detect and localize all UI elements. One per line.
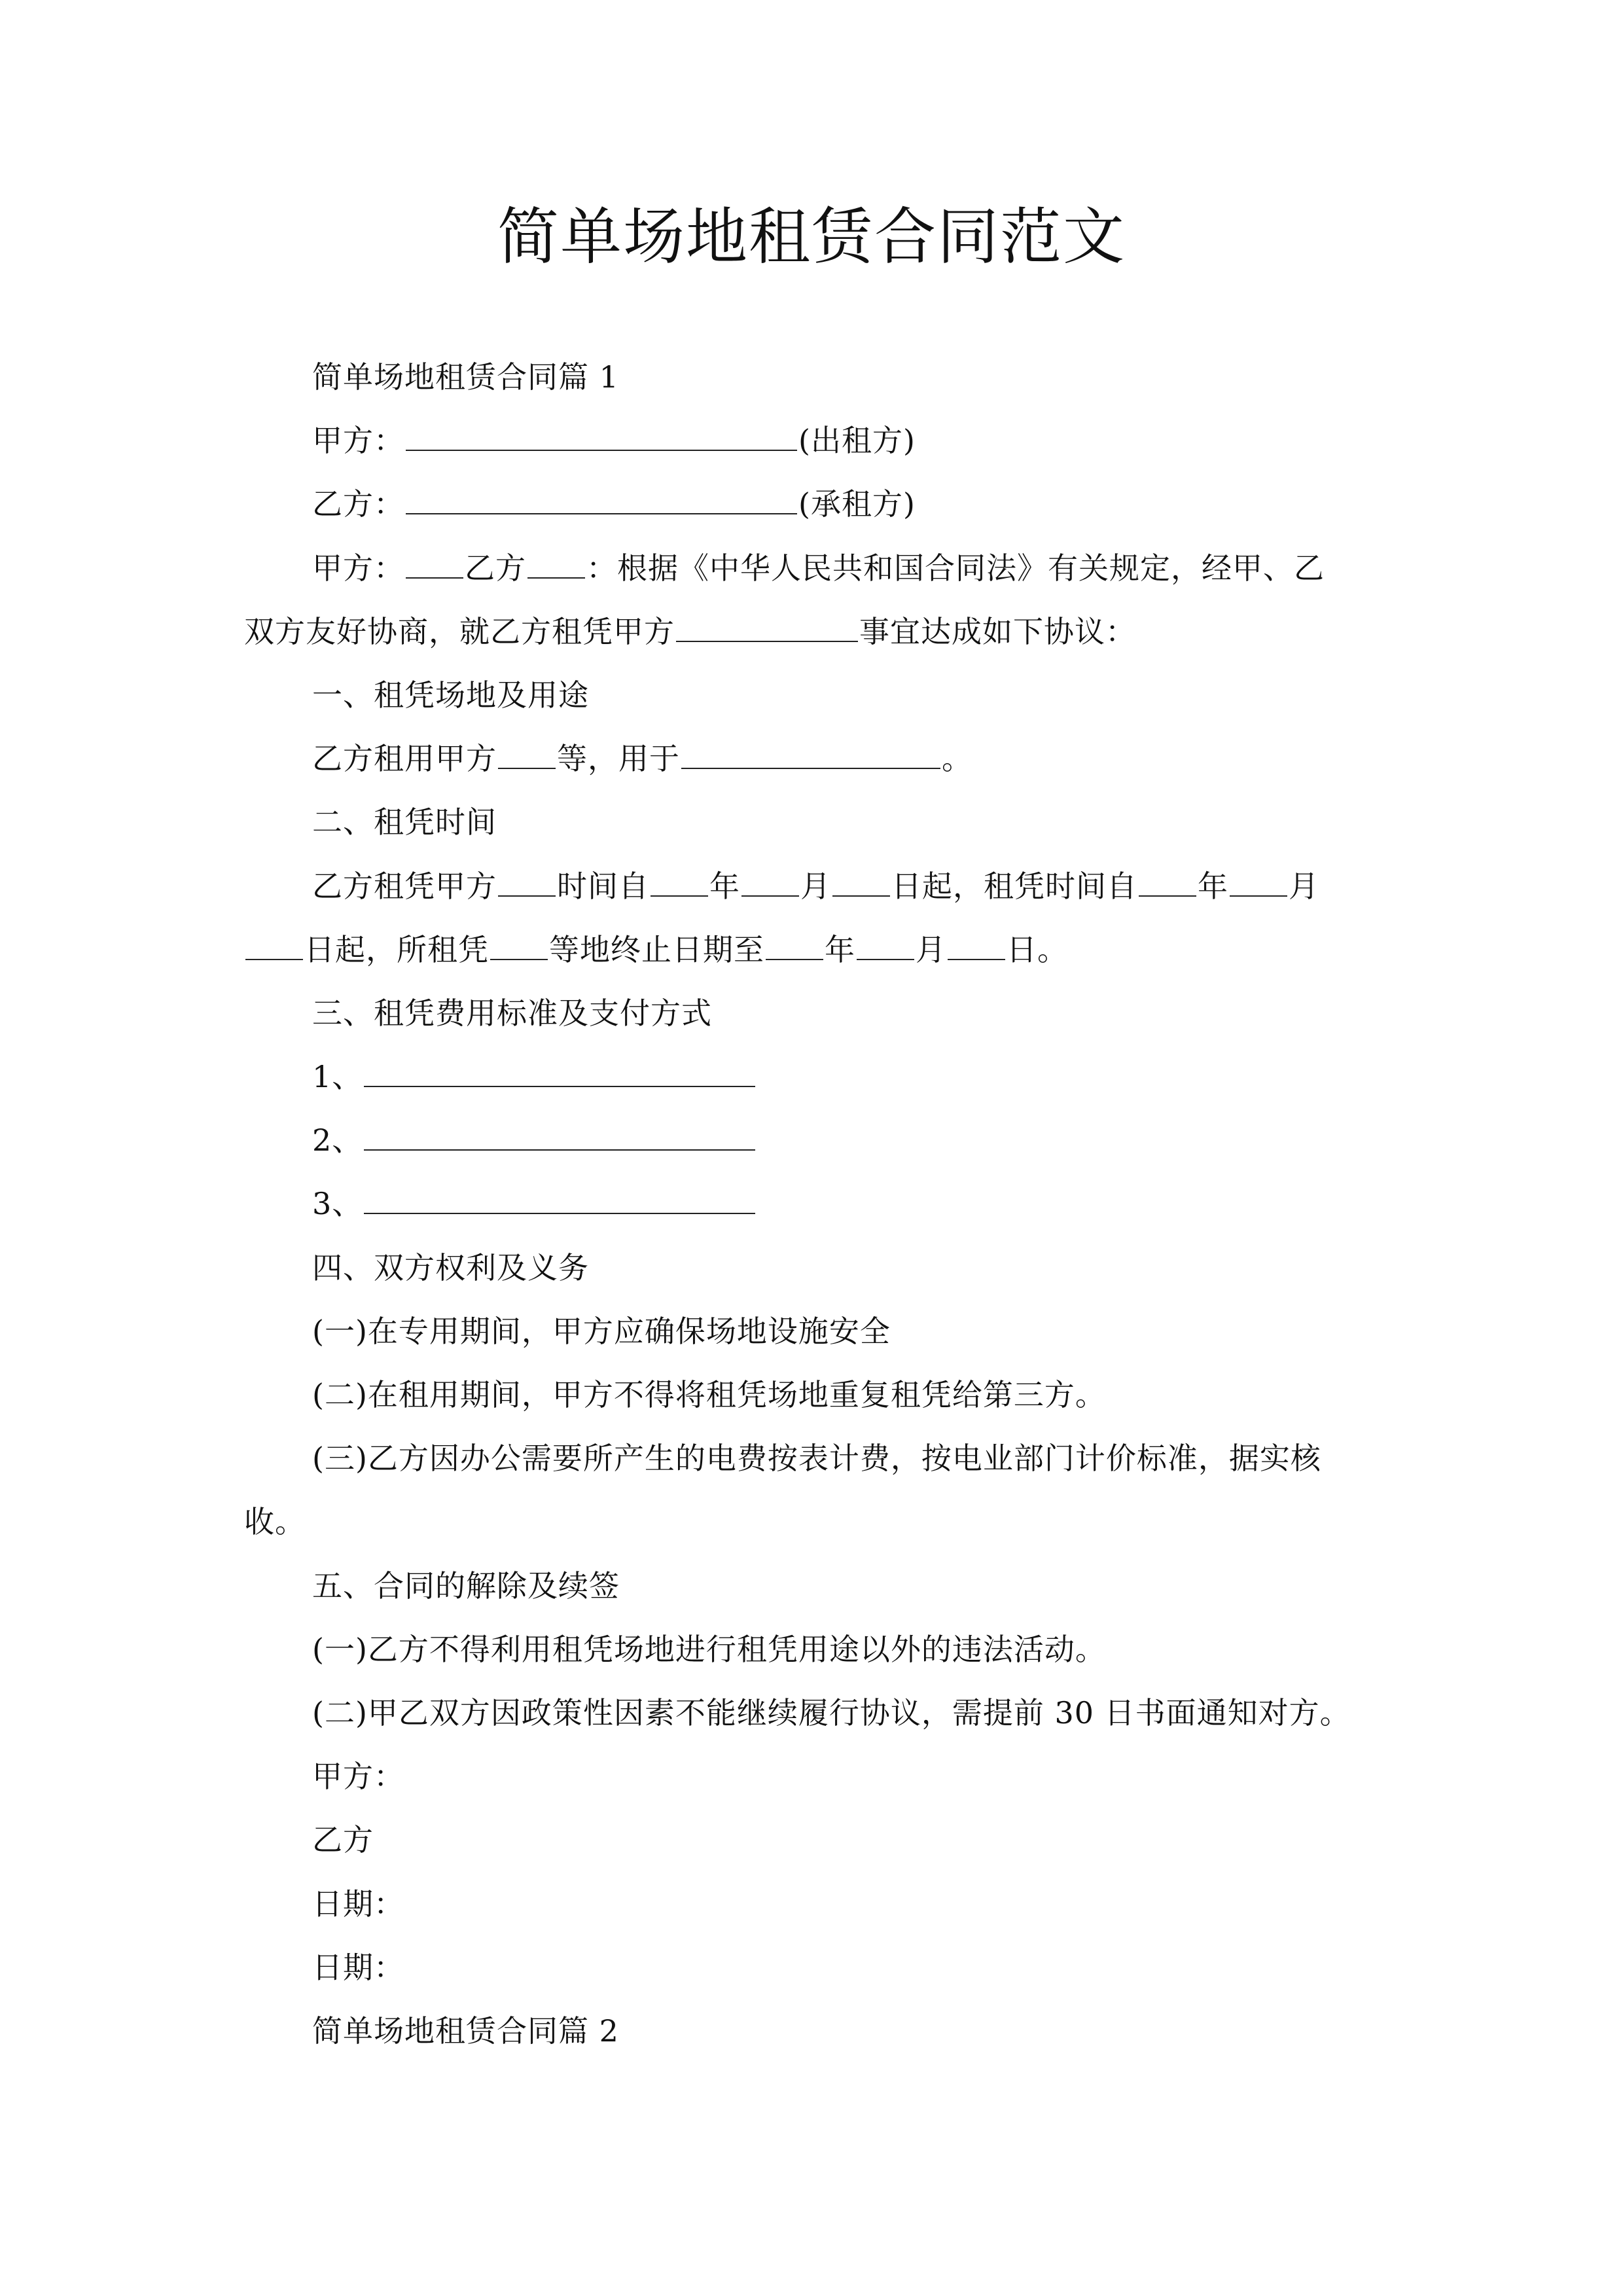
clause2-blank-5[interactable] — [1139, 861, 1196, 897]
clause2-l1-g: 月 — [1289, 868, 1319, 904]
clause1-text-c: 。 — [942, 741, 972, 777]
clause3-item-1-blank[interactable] — [364, 1052, 755, 1087]
signature-date-b: 日期： — [312, 1949, 404, 1985]
clause2-heading: 二、租凭时间 — [312, 804, 497, 840]
clause2-l2-d: 月 — [916, 931, 946, 967]
preamble-blank-1[interactable] — [406, 543, 463, 579]
party-a-blank[interactable] — [406, 416, 797, 451]
clause4-item-1: (一)在专用期间，甲方应确保场地设施安全 — [312, 1313, 891, 1349]
clause2-blank-8[interactable] — [490, 925, 548, 960]
preamble-e: 事宜达成如下协议： — [859, 613, 1136, 649]
clause2-blank-4[interactable] — [832, 861, 890, 897]
clause4-item-2: (二)在租用期间，甲方不得将租凭场地重复租凭给第三方。 — [312, 1377, 1106, 1412]
party-b-blank[interactable] — [406, 479, 797, 514]
clause1-blank-2[interactable] — [681, 734, 940, 769]
section1-heading: 简单场地租赁合同篇 1 — [312, 359, 619, 395]
clause3-item-2-blank[interactable] — [364, 1115, 755, 1151]
preamble-line-1 — [244, 537, 1416, 600]
signature-date-a: 日期： — [312, 1886, 404, 1922]
document-title: 简单场地租赁合同范文 — [497, 202, 1126, 273]
preamble-d: 双方友好协商，就乙方租凭甲方 — [244, 613, 675, 649]
clause2-blank-9[interactable] — [766, 925, 823, 960]
preamble-blank-3[interactable] — [676, 607, 858, 642]
clause2-blank-6[interactable] — [1230, 861, 1287, 897]
clause3-heading: 三、租凭费用标准及支付方式 — [312, 995, 712, 1031]
clause2-l2-e: 日。 — [1007, 931, 1068, 967]
clause5-item-1: (一)乙方不得利用租凭场地进行租凭用途以外的违法活动。 — [312, 1631, 1106, 1667]
clause2-blank-11[interactable] — [948, 925, 1005, 960]
party-a-line — [244, 409, 1416, 473]
clause3-item-3 — [244, 1172, 1416, 1236]
clause2-l1-f: 年 — [1198, 868, 1228, 904]
clause1-text — [244, 727, 1416, 791]
party-a-label: 甲方： — [312, 423, 404, 459]
clause2-l1-d: 月 — [800, 868, 831, 904]
section2-heading: 简单场地租赁合同篇 2 — [312, 2013, 619, 2049]
preamble-c: ：根据《中华人民共和国合同法》有关规定，经甲、乙 — [586, 550, 1325, 586]
document-body — [244, 346, 1416, 2063]
clause2-l1-e: 日起，租凭时间自 — [891, 868, 1137, 904]
clause2-l1-c: 年 — [709, 868, 740, 904]
clause2-line-1 — [244, 855, 1416, 918]
signature-party-b: 乙方 — [312, 1822, 374, 1858]
clause2-blank-7[interactable] — [245, 925, 303, 960]
clause5-item-2: (二)甲乙双方因政策性因素不能继续履行协议，需提前 30 日书面通知对方。 — [312, 1695, 1351, 1731]
clause2-l2-b: 等地终止日期至 — [549, 931, 764, 967]
clause2-blank-3[interactable] — [741, 861, 799, 897]
clause3-item-1-number: 1、 — [312, 1059, 363, 1095]
clause1-text-b: 等，用于 — [557, 741, 680, 777]
clause2-blank-10[interactable] — [857, 925, 914, 960]
clause2-l2-a: 日起，所租凭 — [304, 931, 489, 967]
clause1-heading: 一、租凭场地及用途 — [312, 677, 589, 713]
clause3-item-2-number: 2、 — [312, 1122, 363, 1158]
clause2-blank-2[interactable] — [651, 861, 708, 897]
preamble-line-2 — [244, 600, 1416, 664]
clause4-item-3-line-1: (三)乙方因办公需要所产生的电费按表计费，按电业部门计价标准，据实核 — [312, 1441, 1321, 1477]
clause2-l1-b: 时间自 — [557, 868, 649, 904]
clause4-item-3-line-2: 收。 — [244, 1504, 306, 1540]
party-a-role: (出租方) — [798, 423, 916, 459]
party-b-label: 乙方： — [312, 486, 404, 522]
clause4-heading: 四、双方权利及义务 — [312, 1249, 589, 1285]
clause2-blank-1[interactable] — [498, 861, 556, 897]
clause3-item-3-blank[interactable] — [364, 1179, 755, 1214]
clause3-item-1 — [244, 1045, 1416, 1109]
clause3-item-3-number: 3、 — [312, 1186, 363, 1222]
clause2-l2-c: 年 — [825, 931, 855, 967]
clause5-heading: 五、合同的解除及续签 — [312, 1568, 620, 1604]
party-b-line — [244, 473, 1416, 536]
signature-party-a: 甲方： — [312, 1759, 404, 1795]
preamble-a: 甲方： — [312, 550, 404, 586]
clause1-text-a: 乙方租用甲方 — [312, 741, 497, 777]
clause3-item-2 — [244, 1109, 1416, 1172]
clause1-blank-1[interactable] — [498, 734, 556, 769]
clause2-line-2 — [244, 918, 1416, 982]
clause2-l1-a: 乙方租凭甲方 — [312, 868, 497, 904]
party-b-role: (承租方) — [798, 486, 916, 522]
preamble-blank-2[interactable] — [527, 543, 585, 579]
preamble-b: 乙方 — [465, 550, 526, 586]
